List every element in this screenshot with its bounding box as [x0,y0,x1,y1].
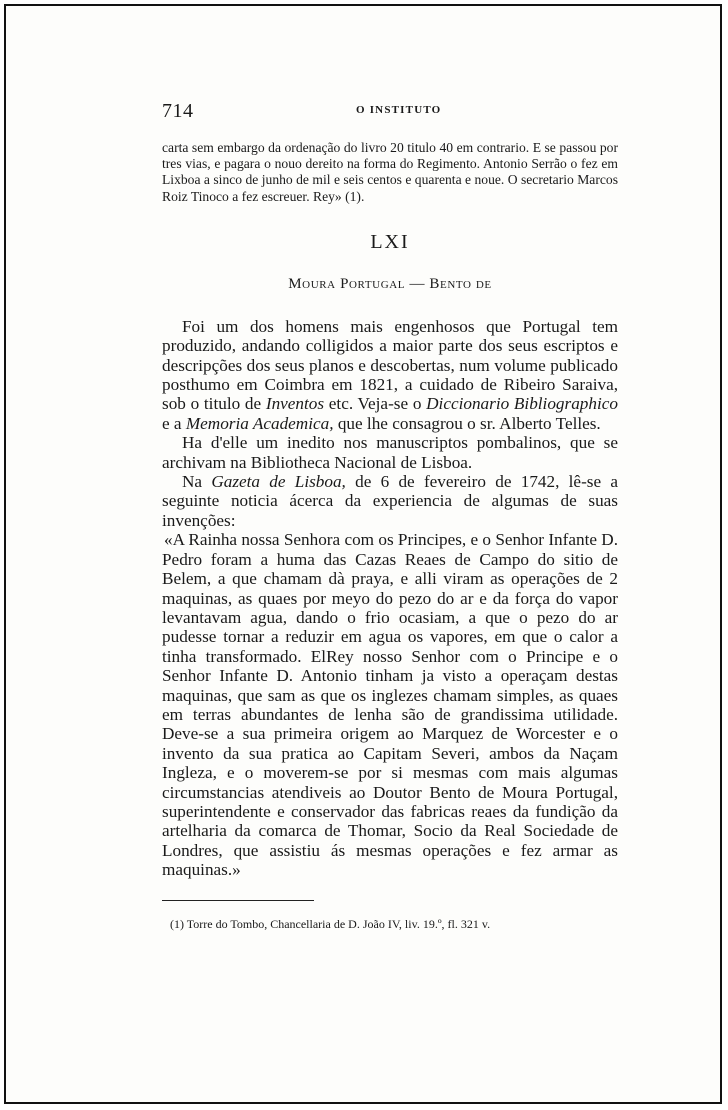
paragraph-3-text-a: Na [182,472,212,492]
carry-over-paragraph: carta sem embargo da ordenação do livro 20 titulo 40 em contrario. E se passou por tres vias, e pagara o nouo dereito na forma do Regimento. Antonio Serrão o fez em Lixboa a sinco de junho de mil e seis centos e quarenta e noue. O secretario Marcos Roiz Tinoco a fez escreuer. Rey» (1). [162,140,618,204]
book-page [4,4,722,1104]
footnote: (1) Torre do Tombo, Chancellaria de D. João IV, liv. 19.º, fl. 321 v. [170,916,491,931]
page-number: 714 [162,100,194,122]
footnote-rule [162,900,314,901]
entry-heading: Moura Portugal — Bento de [288,275,492,292]
paragraph-3 [162,472,618,530]
paragraph-1-text-e: e a [162,413,186,433]
paragraph-1-text-a: Foi um dos homens mais engenhosos que Portugal tem produzido, andando colligidos a maior parte dos seus escriptos e descripções dos seus planos e descobertas, num volume publicado posthumo em Coimbra em 1821, a cuidado de Ribeiro Saraiva, sob o titulo de [162,316,618,414]
page-content [162,98,618,931]
paragraph-2: Ha d'elle um inedito nos manuscriptos pombalinos, que se archivam na Bibliotheca Nacional de Lisboa. [162,433,618,472]
paragraph-1 [162,317,618,433]
title-inventos: Inventos [265,394,325,414]
paragraph-3-text-c: de 6 de fevereiro de 1742, lê-se a seguinte noticia ácerca da experiencia de algumas de suas invenções: [162,472,618,530]
title-memoria: Memoria Academica, [185,413,334,433]
page-header [162,98,618,124]
paragraph-1-text-g: que lhe consagrou o sr. Alberto Telles. [333,413,601,433]
quoted-notice: «A Rainha nossa Senhora com os Principes, e o Senhor Infante D. Pedro foram a huma das Cazas Reaes de Campo do sitio de Belem, a que chamam dà praya, e alli viram as operações de 2 maquinas, as quaes por meyo do pezo do ar e da força do vapor levantavam agua, dando o frio ocasiam, a que o pezo do ar pudesse tornar a reduzir em agua os vapores, em que o calor a tinha transformado. ElRey nosso Senhor com o Principe e o Senhor Infante D. Antonio tinham ja visto a operaçam destas maquinas, que sam as que os inglezes chamam simples, as quaes em terras abundantes de lenha são de grandissima utilidade. Deve-se a sua primeira origem ao Marquez de Worcester e o invento da sua pratica ao Capitam Severi, ambos da Naçam Ingleza, e o moverem-se por si mesmas com mais algumas circumstancias atendiveis ao Doutor Bento de Moura Portugal, superintendente e conservador das fabricas reaes da fundição da artelharia da comarca de Thomar, Socio da Real Sociedade de Londres, que assistiu ás mesmas operações e fez armar as maquinas.» [162,530,618,880]
article-body [162,317,618,880]
title-gazeta: Gazeta de Lisboa, [211,472,346,492]
title-diccionario: Diccionario Bibliographico [426,394,618,414]
carry-over-text [162,140,618,205]
running-title: O INSTITUTO [356,104,442,116]
section-number: LXI [370,230,410,253]
paragraph-1-text-c: etc. Veja-se o [324,394,427,414]
